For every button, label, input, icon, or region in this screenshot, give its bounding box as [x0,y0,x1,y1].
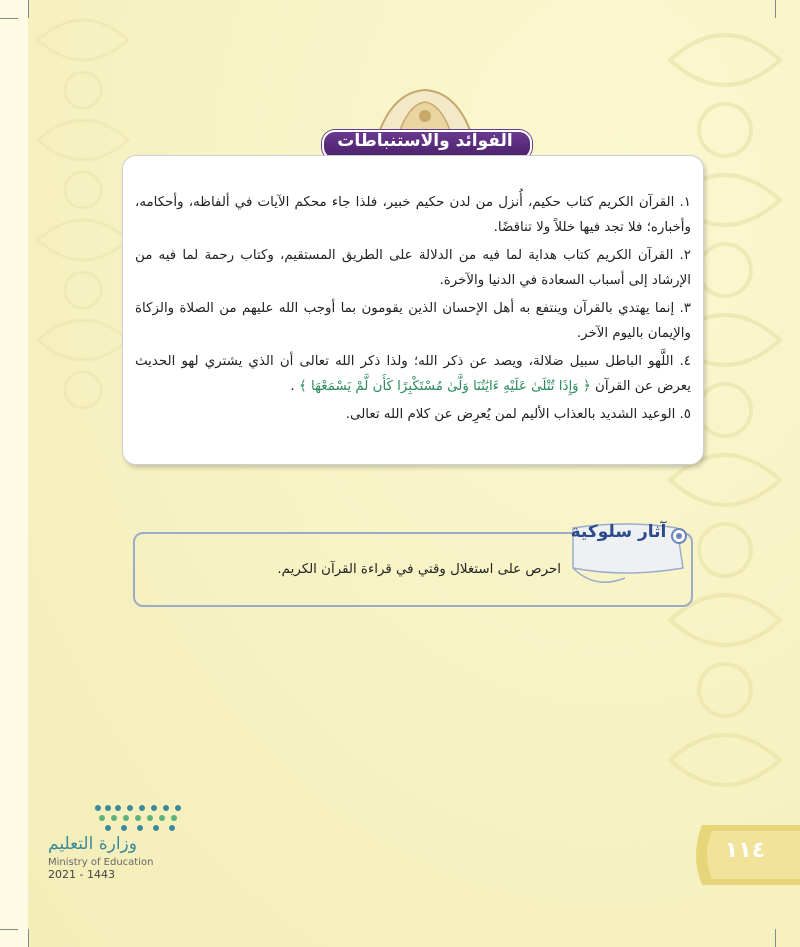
crop-mark [28,929,29,947]
behavior-title: آثار سلوكية [570,522,667,542]
section-title-badge [300,86,550,158]
ministry-year: 2021 - 1443 [48,868,115,881]
benefit-point-3: ٣. إنما يهتدي بالقرآن وينتفع به أهل الإحسان الذين يقومون بما أوجب الله عليهم من الصلاة والزكاة والإيمان باليوم الآخر. [135,301,691,341]
ministry-logo-icon [90,800,190,836]
benefit-point-5: ٥. الوعيد الشديد بالعذاب الأليم لمن يُعرِض عن كلام الله تعالى. [345,407,691,422]
quran-verse: ﴿ وَإِذَا تُتْلَىٰ عَلَيْهِ ءَايَٰتُنَا وَلَّىٰ مُسْتَكْبِرًا كَأَن لَّمْ يَسْمَعْهَا ﴾ [298,379,591,394]
ministry-name-english: Ministry of Education [48,857,154,868]
benefit-point-4-text: ٤. اللَّهو الباطل سبيل ضلالة، ويصد عن ذكر الله؛ ولذا ذكر الله تعالى أن الذي يشتري لهو الحديث يعرض عن القرآن [135,354,691,394]
benefit-point-4-end: . [290,379,295,394]
ministry-name-arabic: وزارة التعليم [48,834,137,854]
benefits-box [122,155,704,465]
crop-mark [0,18,18,19]
benefit-point-4 [135,349,691,399]
benefit-point-2: ٢. القرآن الكريم كتاب هداية لما فيه من الدلالة على الطريق المستقيم، وكتاب رحمة لما فيه من الإرشاد إلى أسباب السعادة في الدنيا والآخرة. [135,248,691,288]
benefits-list [135,190,691,430]
page-number: ١١٤ [724,838,766,863]
crop-mark [0,929,18,930]
behavior-text: احرص على استغلال وقتي في قراءة القرآن الكريم. [277,562,561,577]
section-title: الفوائد والاستنباطات [337,131,513,151]
ornament-right [650,0,800,947]
benefit-point-1: ١. القرآن الكريم كتاب حكيم، أُنزل من لدن حكيم خبير، فلذا جاء محكم الآيات في ألفاظه، وأحكامه، وأخباره؛ فلا تجد فيها خللاً ولا تناقضًا. [135,195,691,235]
